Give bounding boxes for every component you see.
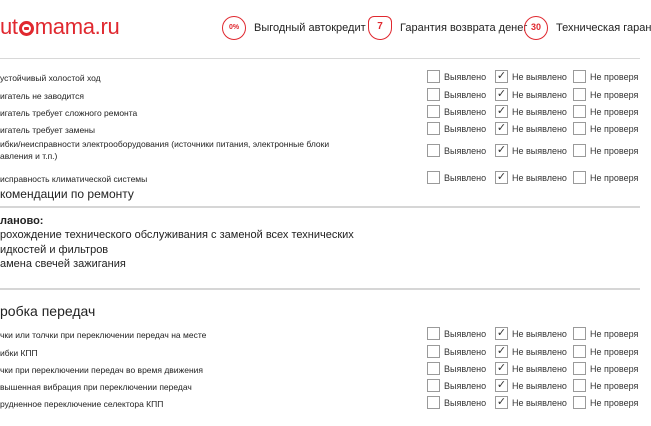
checklist-row — [0, 362, 640, 379]
checkbox-not-found[interactable]: ✓ — [496, 144, 507, 156]
option-label: Выявлено — [444, 146, 487, 156]
checkbox-found[interactable] — [427, 396, 440, 409]
checkbox-not-found[interactable]: ✓ — [496, 396, 507, 408]
option-label: Не выявлено — [512, 364, 567, 374]
section-title-recommendations: комендации по ремонту — [0, 187, 134, 201]
row-label — [0, 125, 95, 135]
row-label-text: чки при переключении передач во время движения — [0, 365, 204, 375]
option-label: Не проверя — [590, 398, 639, 408]
divider — [0, 288, 640, 290]
car-logo-icon — [19, 21, 34, 36]
checkbox-not-found[interactable]: ✓ — [496, 345, 507, 357]
site-header — [0, 0, 651, 59]
checklist-row — [0, 379, 640, 396]
feature-credit-label: Выгодный автокредит — [254, 22, 366, 34]
checkbox-not-checked[interactable] — [573, 345, 586, 358]
option-label: Не выявлено — [512, 173, 567, 183]
checkbox-not-found[interactable]: ✓ — [496, 379, 507, 391]
option-label: Не проверя — [590, 90, 639, 100]
option-label: Не выявлено — [512, 347, 567, 357]
option-label: Не проверя — [590, 72, 639, 82]
checkbox-not-found[interactable]: ✓ — [496, 327, 507, 339]
checkbox-found[interactable] — [427, 144, 440, 157]
option-label: Не выявлено — [512, 72, 567, 82]
warranty-badge-icon: 30 — [524, 16, 548, 40]
checklist-row — [0, 345, 640, 362]
checklist-row — [0, 140, 640, 168]
checkbox-found[interactable] — [427, 327, 440, 340]
option-label: Выявлено — [444, 364, 487, 374]
option-label: Не проверя — [590, 173, 639, 183]
checklist-row — [0, 327, 640, 344]
checklist-row — [0, 122, 640, 139]
row-label-text: игатель не заводится — [0, 91, 84, 101]
checkbox-found[interactable] — [427, 171, 440, 184]
option-label: Не проверя — [590, 146, 639, 156]
option-label: Не проверя — [590, 107, 639, 117]
option-label: Выявлено — [444, 173, 487, 183]
checkbox-not-checked[interactable] — [573, 88, 586, 101]
checkbox-found[interactable] — [427, 362, 440, 375]
option-label: Не выявлено — [512, 124, 567, 134]
row-label — [0, 174, 147, 184]
checkbox-not-checked[interactable] — [573, 70, 586, 83]
row-label — [0, 399, 163, 409]
checkbox-found[interactable] — [427, 345, 440, 358]
row-label — [0, 330, 206, 340]
row-label-text: исправность климатической системы — [0, 174, 148, 184]
logo[interactable] — [0, 14, 119, 40]
row-label-text: устойчивый холостой ход — [0, 73, 101, 83]
checkbox-not-found[interactable]: ✓ — [496, 362, 507, 374]
option-label: Не выявлено — [512, 90, 567, 100]
percent-badge-icon: 0% — [222, 16, 246, 40]
checkbox-not-checked[interactable] — [573, 379, 586, 392]
option-label: Выявлено — [444, 90, 487, 100]
checklist-row — [0, 70, 640, 87]
checkbox-found[interactable] — [427, 88, 440, 101]
option-label: Выявлено — [444, 72, 487, 82]
option-label: Не выявлено — [512, 146, 567, 156]
row-label — [0, 382, 192, 392]
plan-item: идкостей и фильтров — [0, 244, 109, 256]
option-label: Не проверя — [590, 347, 639, 357]
checklist-row — [0, 171, 640, 188]
option-label: Выявлено — [444, 107, 487, 117]
checkbox-not-checked[interactable] — [573, 362, 586, 375]
checkbox-found[interactable] — [427, 105, 440, 118]
row-label-text: чки или толчки при переключении передач на месте — [0, 330, 207, 340]
option-label: Выявлено — [444, 329, 487, 339]
checklist-row — [0, 105, 640, 122]
planned-label: ланово: — [0, 215, 44, 227]
shield-badge-icon: 7 — [368, 16, 392, 40]
checkbox-not-checked[interactable] — [573, 122, 586, 135]
row-label — [0, 91, 84, 101]
row-label — [0, 73, 101, 83]
option-label: Не проверя — [590, 381, 639, 391]
row-label — [0, 108, 137, 118]
row-label-text: ибки КПП — [0, 348, 38, 358]
checkbox-not-found[interactable]: ✓ — [496, 105, 507, 117]
checkbox-not-found[interactable]: ✓ — [496, 171, 507, 183]
checkbox-not-checked[interactable] — [573, 105, 586, 118]
checkbox-not-checked[interactable] — [573, 171, 586, 184]
plan-item: амена свечей зажигания — [0, 258, 126, 270]
checkbox-found[interactable] — [427, 122, 440, 135]
row-label-text: игатель требует замены — [0, 125, 95, 135]
row-label-text: вышенная вибрация при переключении передач — [0, 382, 192, 392]
checkbox-not-checked[interactable] — [573, 144, 586, 157]
option-label: Выявлено — [444, 124, 487, 134]
checkbox-not-found[interactable]: ✓ — [496, 88, 507, 100]
feature-warranty-label: Техническая гаран — [556, 22, 651, 34]
section-title-gearbox: робка передач — [0, 303, 96, 319]
feature-refund-label: Гарантия возврата денег — [400, 22, 528, 34]
option-label: Не выявлено — [512, 398, 567, 408]
checkbox-found[interactable] — [427, 379, 440, 392]
option-label: Не выявлено — [512, 381, 567, 391]
logo-text-right: mama.ru — [34, 14, 120, 39]
divider — [0, 206, 640, 208]
option-label: Не проверя — [590, 364, 639, 374]
option-label: Выявлено — [444, 381, 487, 391]
option-label: Не проверя — [590, 124, 639, 134]
row-label-text: ибки/неисправности электрооборудования (источники питания, электронные блоки — [0, 139, 330, 149]
row-label — [0, 348, 38, 358]
row-label-text: игатель требует сложного ремонта — [0, 108, 138, 118]
row-label-text: рудненное переключение селектора КПП — [0, 399, 164, 409]
checklist-row — [0, 88, 640, 105]
option-label: Не выявлено — [512, 107, 567, 117]
plan-item: рохождение технического обслуживания с заменой всех технических — [0, 229, 354, 241]
row-label — [0, 138, 329, 162]
checkbox-not-checked[interactable] — [573, 396, 586, 409]
row-label-text: авления и т.п.) — [0, 151, 58, 161]
row-label — [0, 365, 203, 375]
option-label: Не выявлено — [512, 329, 567, 339]
checklist-row — [0, 396, 640, 413]
option-label: Выявлено — [444, 398, 487, 408]
option-label: Не проверя — [590, 329, 639, 339]
checkbox-found[interactable] — [427, 70, 440, 83]
logo-text-left: ut — [0, 14, 18, 39]
checkbox-not-found[interactable]: ✓ — [496, 122, 507, 134]
option-label: Выявлено — [444, 347, 487, 357]
checkbox-not-checked[interactable] — [573, 327, 586, 340]
checkbox-not-found[interactable]: ✓ — [496, 70, 507, 82]
